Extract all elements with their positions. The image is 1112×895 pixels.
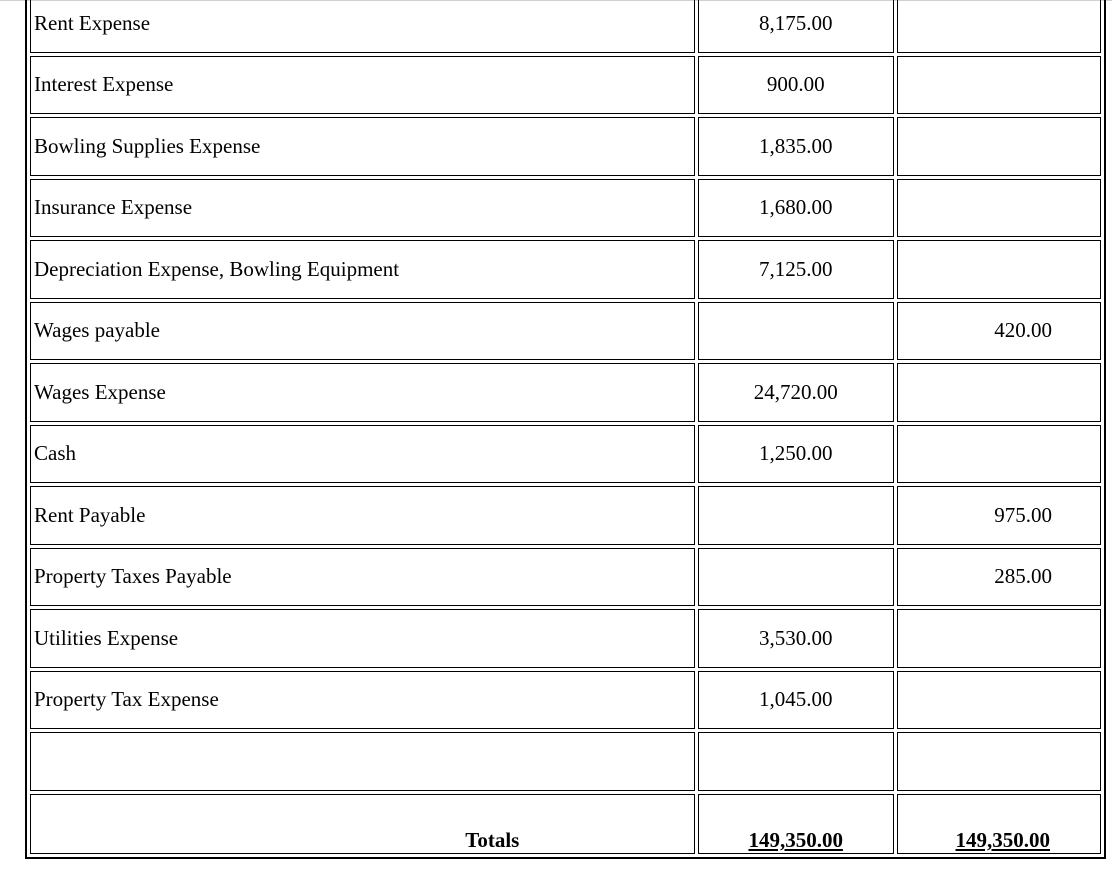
total-credit: 149,350.00 (897, 794, 1101, 855)
table-row (30, 425, 1101, 484)
table-row (30, 240, 1101, 299)
debit-cell: 1,045.00 (698, 671, 894, 730)
debit-cell: 1,835.00 (698, 117, 894, 176)
credit-cell (897, 179, 1101, 238)
table-row (30, 302, 1101, 361)
table-row (30, 732, 1101, 791)
credit-cell (897, 425, 1101, 484)
credit-cell: 420.00 (897, 302, 1101, 361)
debit-cell: 24,720.00 (698, 363, 894, 422)
debit-cell: 1,680.00 (698, 179, 894, 238)
account-name-cell: Wages payable (30, 302, 695, 361)
credit-cell (897, 609, 1101, 668)
credit-cell (897, 56, 1101, 115)
debit-cell: 3,530.00 (698, 609, 894, 668)
totals-label: Totals (30, 794, 695, 855)
table-row (30, 179, 1101, 238)
trial-balance-body (30, 0, 1101, 854)
table-row (30, 56, 1101, 115)
account-name-cell: Utilities Expense (30, 609, 695, 668)
debit-cell: 7,125.00 (698, 240, 894, 299)
table-row (30, 548, 1101, 607)
account-name-cell: Interest Expense (30, 56, 695, 115)
debit-cell (698, 302, 894, 361)
credit-cell: 975.00 (897, 486, 1101, 545)
account-name-cell: Bowling Supplies Expense (30, 117, 695, 176)
credit-cell (897, 363, 1101, 422)
account-name-cell: Rent Expense (30, 0, 695, 53)
debit-cell: 900.00 (698, 56, 894, 115)
credit-cell (897, 117, 1101, 176)
debit-cell: 8,175.00 (698, 0, 894, 53)
credit-cell: 285.00 (897, 548, 1101, 607)
debit-cell (698, 486, 894, 545)
account-name-cell: Depreciation Expense, Bowling Equipment (30, 240, 695, 299)
table-row (30, 671, 1101, 730)
credit-cell (897, 671, 1101, 730)
debit-cell: 1,250.00 (698, 425, 894, 484)
table-row (30, 486, 1101, 545)
credit-cell (897, 240, 1101, 299)
credit-cell (897, 732, 1101, 791)
credit-cell (897, 0, 1101, 53)
account-name-cell (30, 732, 695, 791)
account-name-cell: Insurance Expense (30, 179, 695, 238)
account-name-cell: Wages Expense (30, 363, 695, 422)
account-name-cell: Rent Payable (30, 486, 695, 545)
table-row (30, 117, 1101, 176)
account-name-cell: Property Taxes Payable (30, 548, 695, 607)
total-debit: 149,350.00 (698, 794, 894, 855)
table-row (30, 609, 1101, 668)
account-name-cell: Property Tax Expense (30, 671, 695, 730)
table-row (30, 363, 1101, 422)
debit-cell (698, 732, 894, 791)
table-row (30, 0, 1101, 53)
trial-balance-table (25, 0, 1106, 859)
account-name-cell: Cash (30, 425, 695, 484)
debit-cell (698, 548, 894, 607)
totals-row (30, 794, 1101, 855)
